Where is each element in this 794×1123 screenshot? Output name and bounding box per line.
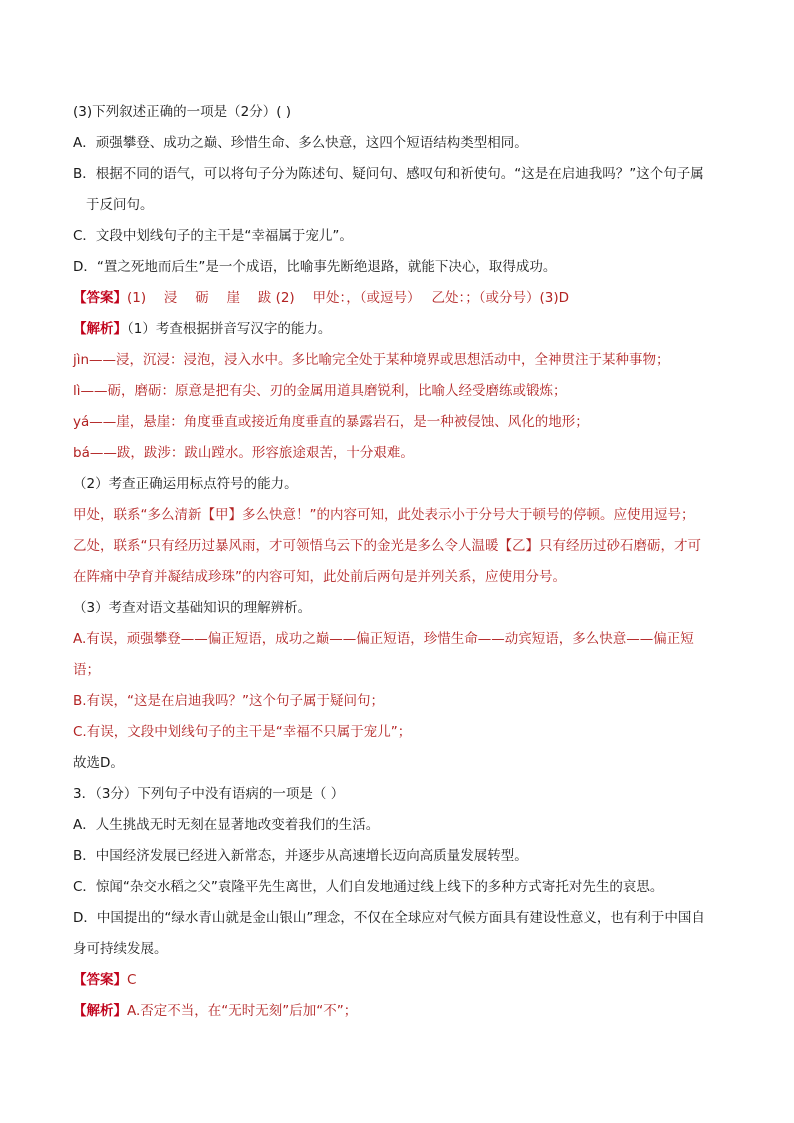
pinyin-ya: yá——崖，悬崖：角度垂直或接近角度垂直的暴露岩石，是一种被侵蚀、风化的地形； bbox=[73, 414, 589, 430]
yi-explain-1: 乙处，联系“只有经历过暴风雨，才可领悟乌云下的金光是多么令人温暖【乙】只有经历过砂石磨砺，才可 bbox=[73, 538, 701, 554]
analysis-tag: 【解析】 bbox=[73, 321, 127, 337]
pinyin-ba: bá——跋，跋涉：跋山蹚水。形容旅途艰苦，十分艰难。 bbox=[73, 445, 414, 461]
q3-analysis-text: A.否定不当，在“无时无刻”后加“不”； bbox=[127, 1003, 358, 1019]
explain-a-2: 语； bbox=[73, 662, 100, 678]
choose-line: 故选D。 bbox=[73, 755, 124, 771]
analysis-1: （1）考查根据拼音写汉字的能力。 bbox=[127, 321, 332, 337]
pinyin-li: lì——砺，磨砺：原意是把有尖、刃的金属用道具磨锐利，比喻人经受磨练或锻炼； bbox=[73, 383, 567, 399]
answer-text: (1) 浸 砺 崖 跋 (2) 甲处：，（或逗号） 乙处：；（或分号）(3)D bbox=[127, 290, 570, 306]
q3-option-d-cont: 身可持续发展。 bbox=[73, 941, 168, 957]
yi-explain-2: 在阵痛中孕育并凝结成珍珠”的内容可知，此处前后两句是并列关系，应使用分号。 bbox=[73, 569, 566, 585]
q3-analysis-tag: 【解析】 bbox=[73, 1003, 127, 1019]
option-b: B．根据不同的语气，可以将句子分为陈述句、疑问句、感叹句和祈使句。“这是在启迪我吗？”这个句子属 bbox=[73, 166, 704, 182]
q3-option-d: D．中国提出的“绿水青山就是金山银山”理念，不仅在全球应对气候方面具有建设性意义，也有利于中国自 bbox=[73, 910, 705, 926]
q3-answer-text: C bbox=[127, 972, 137, 988]
explain-c: C.有误，文段中划线句子的主干是“幸福不只属于宠儿”； bbox=[73, 724, 412, 740]
analysis-2: （2）考查正确运用标点符号的能力。 bbox=[73, 476, 298, 492]
option-c: C．文段中划线句子的主干是“幸福属于宠儿”。 bbox=[73, 228, 353, 244]
analysis-3: （3）考查对语文基础知识的理解辨析。 bbox=[73, 600, 312, 616]
option-d: D．“置之死地而后生”是一个成语，比喻事先断绝退路，就能下决心，取得成功。 bbox=[73, 259, 557, 275]
option-a: A．顽强攀登、成功之巅、珍惜生命、多么快意，这四个短语结构类型相同。 bbox=[73, 135, 528, 151]
answer-line bbox=[73, 289, 724, 307]
explain-a-1: A.有误，顽强攀登——偏正短语，成功之巅——偏正短语，珍惜生命——动宾短语，多么快意——偏正短 bbox=[73, 631, 694, 647]
q3-answer-line bbox=[73, 971, 724, 989]
explain-b: B.有误，“这是在启迪我吗？”这个句子属于疑问句； bbox=[73, 693, 385, 709]
q3-option-a: A．人生挑战无时无刻在显著地改变着我们的生活。 bbox=[73, 817, 380, 833]
q3-answer-tag: 【答案】 bbox=[73, 972, 127, 988]
q3-option-c: C．惊闻“杂交水稻之父”袁隆平先生离世，人们自发地通过线上线下的多种方式寄托对先生的哀思。 bbox=[73, 879, 664, 895]
q3-3-stem: (3)下列叙述正确的一项是（2分）( ) bbox=[73, 104, 292, 120]
jia-explain: 甲处，联系“多么清新【甲】多么快意！”的内容可知，此处表示小于分号大于顿号的停顿。应使用逗号； bbox=[73, 507, 695, 523]
q3-analysis-line bbox=[73, 1002, 724, 1020]
answer-tag: 【答案】 bbox=[73, 290, 127, 306]
option-b-cont: 于反问句。 bbox=[86, 197, 154, 213]
q3-stem: 3．（3分）下列句子中没有语病的一项是（ ） bbox=[73, 786, 345, 802]
analysis-line-1 bbox=[73, 320, 724, 338]
q3-option-b: B．中国经济发展已经进入新常态，并逐步从高速增长迈向高质量发展转型。 bbox=[73, 848, 528, 864]
pinyin-jin: jìn——浸，沉浸：浸泡，浸入水中。多比喻完全处于某种境界或思想活动中，全神贯注于某种事物； bbox=[73, 352, 670, 368]
